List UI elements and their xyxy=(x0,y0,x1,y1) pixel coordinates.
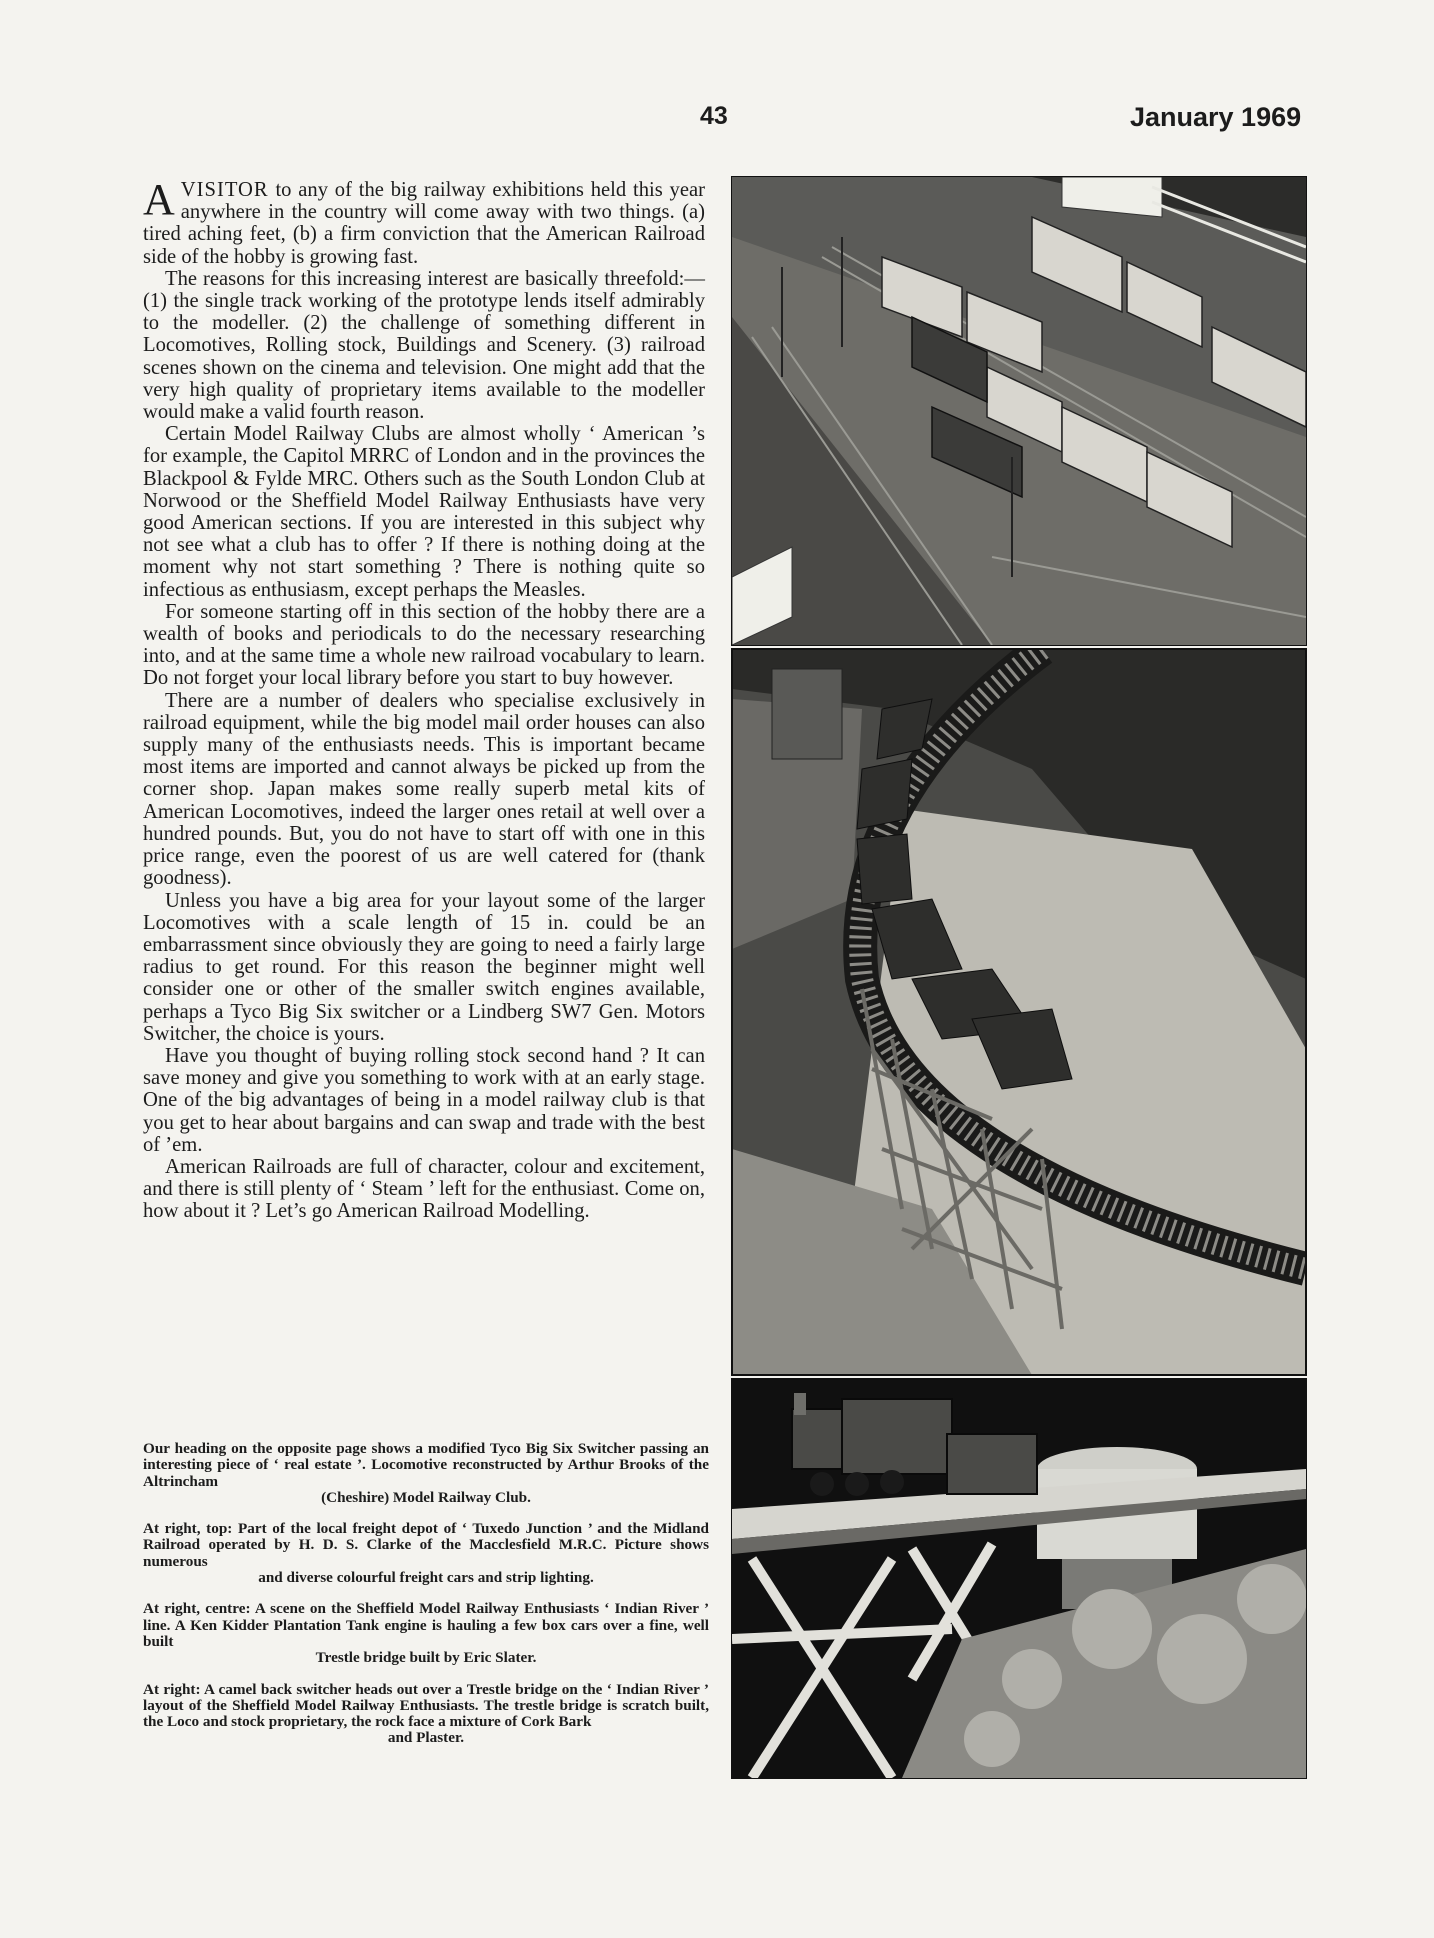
article-paragraph: American Railroads are full of character, colour and excitement, and there is still plenty of ‘ Steam ’ left for the enthusiast. Come on, how about it ? Let’s go American Railroad Modelling. xyxy=(143,1155,705,1223)
photo-captions xyxy=(143,1441,709,1762)
caption-heading-photo xyxy=(143,1441,709,1506)
caption-bottom-photo xyxy=(143,1682,709,1747)
caption-text: At right: A camel back switcher heads out over a Trestle bridge on the ‘ Indian River ’ layout of the Sheffield Model Railway Enthusiasts. The trestle bridge is scratch built, the Loco and stock proprietary, the rock face a mixture of Cork Bark xyxy=(143,1680,709,1731)
article-paragraph: The reasons for this increasing interest are basically threefold:—(1) the single track working of the prototype lends itself admirably to the modeller. (2) the challenge of something different in Locomotives, Rolling stock, Buildings and Scenery. (3) railroad scenes shown on the cinema and television. One might add that the very high quality of proprietary items available to the modeller would make a valid fourth reason. xyxy=(143,267,705,424)
caption-last-line: Trestle bridge built by Eric Slater. xyxy=(315,1649,537,1667)
photo-freight-yard xyxy=(731,176,1307,646)
caption-text: At right, centre: A scene on the Sheffield Model Railway Enthusiasts ‘ Indian River ’ line. A Ken Kidder Plantation Tank engine is hauling a few box cars over a fine, well built xyxy=(143,1600,709,1650)
caption-text: At right, top: Part of the local freight depot of ‘ Tuxedo Junction ’ and the Midland Railroad operated by H. D. S. Clarke of the Macclesfield M.R.C. Picture shows numerous xyxy=(143,1520,709,1570)
article-paragraph: Unless you have a big area for your layout some of the larger Locomotives with a scale length of 15 in. could be an embarrassment since obviously they are going to need a fairly large radius to get round. For this reason the beginner might well consider one or other of the smaller switch engines available, perhaps a Tyco Big Six switcher or a Lindberg SW7 Gen. Motors Switcher, the choice is yours. xyxy=(143,889,705,1045)
trestle-illustration xyxy=(732,649,1306,1375)
caption-last-line: and Plaster. xyxy=(387,1729,465,1747)
photo-camel-back-switcher xyxy=(731,1378,1307,1779)
article-paragraph: Certain Model Railway Clubs are almost wholly ‘ American ’s for example, the Capitol MRRC of London and in the provinces the Blackpool & Fylde MRC. Others such as the South London Club at Norwood or the Sheffield Model Railway Enthusiasts have very good American sections. If you are interested in this subject why not see what a club has to offer ? If there is nothing doing at the moment why not start something ? There is nothing quite so infectious as enthusiasm, except perhaps the Measles. xyxy=(143,423,705,601)
opening-word: VISITOR xyxy=(180,179,269,201)
paragraph-text: to any of the big railway exhibitions held this year anywhere in the country will come away with two things. (a) tired aching feet, (b) a firm conviction that the American Railroad side of the hobby is growing fast. xyxy=(143,179,705,268)
article-body xyxy=(143,175,705,1223)
caption-text: Our heading on the opposite page shows a modified Tyco Big Six Switcher passing an interesting piece of ‘ real estate ’. Locomotive reconstructed by Arthur Brooks of the Altrincham xyxy=(143,1440,709,1490)
article-paragraph: Have you thought of buying rolling stock second hand ? It can save money and give you something to work with at an early stage. One of the big advantages of being in a model railway club is that you get to hear about bargains and can swap and trade with the best of ’em. xyxy=(143,1044,705,1156)
photo-trestle-bridge xyxy=(731,648,1307,1376)
article-paragraph: For someone starting off in this section of the hobby there are a wealth of books and periodicals to do the necessary researching into, and at the same time a whole new railroad vocabulary to learn. Do not forget your local library before you start to buy however. xyxy=(143,600,705,690)
article-paragraph xyxy=(143,175,705,268)
page-number: 43 xyxy=(700,102,728,130)
caption-last-line: and diverse colourful freight cars and strip lighting. xyxy=(258,1569,594,1587)
article-paragraph: There are a number of dealers who specialise exclusively in railroad equipment, while the big model mail order houses can also supply many of the enthusiasts needs. This is important became most items are imported and cannot always be picked up from the corner shop. Japan makes some really superb metal kits of American Locomotives, indeed the larger ones retail at well over a hundred pounds. But, you do not have to start off with one in this price range, even the poorest of us are well catered for (thank goodness). xyxy=(143,689,705,890)
freight-yard-illustration xyxy=(732,177,1306,645)
switcher-illustration xyxy=(732,1379,1306,1778)
issue-date: January 1969 xyxy=(1130,102,1302,132)
caption-top-photo xyxy=(143,1521,709,1586)
drop-cap: A xyxy=(143,175,175,224)
caption-centre-photo xyxy=(143,1601,709,1666)
caption-last-line: (Cheshire) Model Railway Club. xyxy=(321,1488,531,1506)
